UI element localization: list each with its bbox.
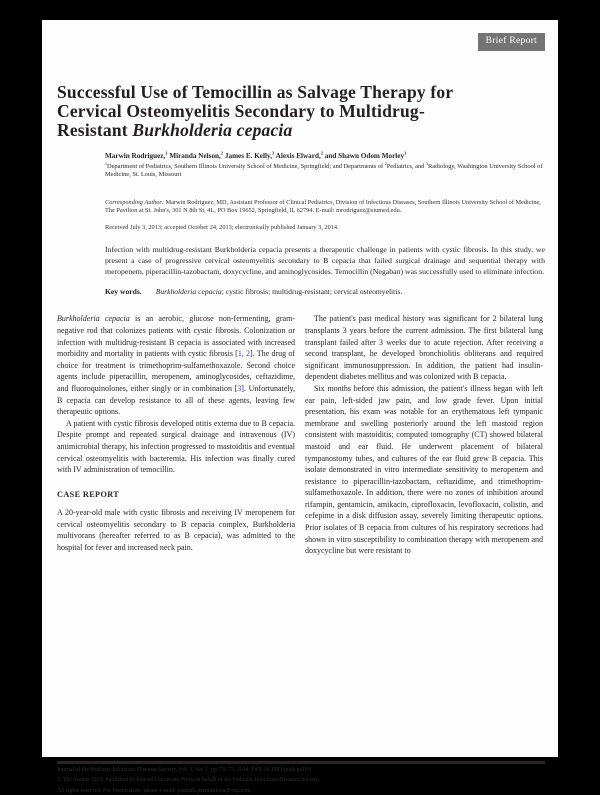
affiliation-text: Pediatrics, and (386, 163, 426, 170)
author-affiliation-superscript: 2 (220, 150, 224, 156)
correspondence-text: Marwin Rodriguez, MD, Assistant Professor of Clinical Pediatrics, Division of Infectious Diseases, Southern Illinois University School of Medicine, The Pavilion at St. John's, 301 N 8th St, 4L, PO Box 19652, Springfield, IL 62794. E-mail: mrodriguez@siumed.edu. (105, 199, 541, 214)
body-text: ]. The drug of choice for treatment is trimethoprim-sulfamethoxazole. Second choice agents include piperacillin, meropenem, aminoglycosides, ceftazidime, and fluoroquinolones, either singly or in combination [ (57, 349, 295, 393)
first-page-footer (57, 761, 545, 795)
body-text: is an aerobic, glucose non-fermenting, gram-negative rod that colonizes patients with cystic fibrosis. Colonization or infection with multidrug-resistant B cepacia is associated with increased morbidity and mortality in patients with cystic fibrosis [ (57, 314, 295, 359)
permissions-line: All rights reserved. For Permissions, please e-mail: journals.permissions@oup.com. (57, 787, 252, 794)
author-name: James E. Kelly, (223, 152, 272, 160)
body-paragraph-intro (57, 313, 295, 417)
citation-link-1-2[interactable]: 1, 2 (237, 349, 251, 359)
received-dates-line: Received July 3, 2013; accepted October 24, 2013; electronically published January 3, 2014. (105, 224, 339, 231)
correspondence-label: Corresponding Author: (105, 199, 164, 206)
right-column (305, 313, 543, 645)
page-content (42, 82, 558, 794)
keywords-line (105, 287, 545, 297)
affiliation-superscript: 1 (105, 160, 107, 166)
brief-report-badge: Brief Report (478, 33, 545, 51)
body-paragraph-history: The patient's past medical history was significant for 2 bilateral lung transplants 3 years before the current admission. The first bilateral lung transplant failed after 3 weeks due to acute rejection. After receiving a second transplant, he developed bronchiolitis obliterans and required significant immunosuppression. In addition, the patient had insulin-dependent diabetes mellitus and was colonized with B cepacia. (305, 314, 543, 382)
footer-divider-rule (57, 761, 545, 764)
correspondence-note (105, 199, 545, 215)
affiliation-superscript: 3 (425, 160, 428, 166)
author-affiliation-superscript: 1 (165, 150, 168, 156)
author-affiliation-superscript: 2 (320, 150, 323, 156)
author-name: and Shawn Odom Morley (323, 152, 405, 160)
abstract-paragraph: Infection with multidrug-resistant Burkholderia cepacia presents a therapeutic challenge in patients with cystic fibrosis. In this study, we present a case of progressive cervical osteomyelitis secondary to B cepacia that failed surgical drainage and sequential therapy with meropenem, piperacillin-tazobactam, doxycycline, and aminoglycosides. Temocillin (Negaban) was successfully used to eliminate infection. (105, 245, 545, 276)
affiliations-line (105, 160, 545, 179)
author-affiliation-superscript: 3 (404, 150, 407, 156)
paper-title-text: Successful Use of Temocillin as Salvage Therapy for Cervical Osteomyelitis Secondary to Multidrug-Resistant (57, 82, 454, 140)
keywords-terms (156, 287, 403, 296)
copyright-line: © The Author 2013. Published by Oxford University Press on behalf of the Pediatric Infectious Diseases Society. (57, 777, 320, 784)
author-line (105, 152, 545, 161)
left-column (57, 313, 295, 645)
author-name: Alexis Elward, (274, 152, 321, 160)
paper-page (42, 20, 558, 794)
case-report-heading: CASE REPORT (57, 489, 120, 499)
body-text: ]. Unfortunately, B cepacia can develop resistance to all of these agents, leaving few therapeutic options. (57, 383, 295, 417)
keywords-label: Key words. (105, 287, 142, 297)
paper-title (57, 83, 459, 140)
paper-title-species-name: Burkholderia cepacia (132, 120, 293, 140)
journal-citation-line: Journal of the Pediatric Infectious Diseases Society, Vol. 3, No. 1, pp. 71–73, 2014. DOI:10.1093/jpids/pit091 (57, 766, 312, 773)
affiliation-superscript: 2 (384, 160, 387, 166)
citation-link-3[interactable]: 3 (237, 383, 242, 393)
frontmatter-block (105, 152, 545, 297)
body-paragraph-summary: A patient with cystic fibrosis developed otitis externa due to B cepacia. Despite prompt and repeated surgical drainage and intravenous (IV) antimicrobial therapy, his infection progressed to mastoiditis and eventual cervical osteomyelitis with bacteremia. His infection was finally cured with IV administration of temocillin. (57, 418, 295, 475)
keywords-remaining-terms: ; cystic fibrosis; multidrug-resistant; cervical osteomyelitis. (221, 287, 403, 297)
author-name: Marwin Rodriguez, (105, 152, 166, 160)
author-affiliation-superscript: 3 (272, 150, 275, 156)
keywords-species-term: Burkholderia cepacia (155, 287, 222, 297)
species-name: Burkholderia cepacia (57, 314, 130, 324)
author-name: Miranda Nelson, (167, 152, 221, 160)
affiliation-text: Department of Pediatrics, Southern Illinois University School of Medicine, Springfield; and Departments of (106, 163, 385, 170)
body-paragraph-presentation: Six months before this admission, the patient's illness began with left ear pain, left-sided jaw pain, and low grade fever. Upon initial presentation, his exam was notable for an erythematous left tympanic membrane and swelling posteriorly around the left mastoid region consistent with mastoiditis; computed tomography (CT) showed bilateral mastoid and ear fluid. He underwent placement of bilateral tympanostomy tubes, and cultures of the ear fluid grew B cepacia. This isolate demonstrated in vitro intermediate sensitivity to meropenem and resistance to piperacillin-tazobactam, ceftazidime, and trimethoprim-sulfamethoxazole. In addition, there were no zones of inhibition around rifampin, gentamicin, amikacin, ciprofloxacin, levofloxacin, colistin, and cefepime in a disk diffusion assay, severely limiting therapeutic options. Prior isolates of B cepacia from cultures of his respiratory secretions had shown in vitro susceptibility to combination therapy with meropenem and doxycycline but were resistant to (305, 383, 543, 556)
affiliation-text: Radiology, Washington University School of Medicine, St. Louis, Missouri (105, 163, 543, 178)
body-paragraph-case-start: A 20-year-old male with cystic fibrosis and receiving IV meropenem for cervical osteomyelitis secondary to B cepacia complex, Burkholderia multivorans (hereafter referred to as B cepacia), was admitted to the hospital for fever and increased neck pain. (57, 508, 295, 553)
body-two-column-text (57, 313, 543, 645)
